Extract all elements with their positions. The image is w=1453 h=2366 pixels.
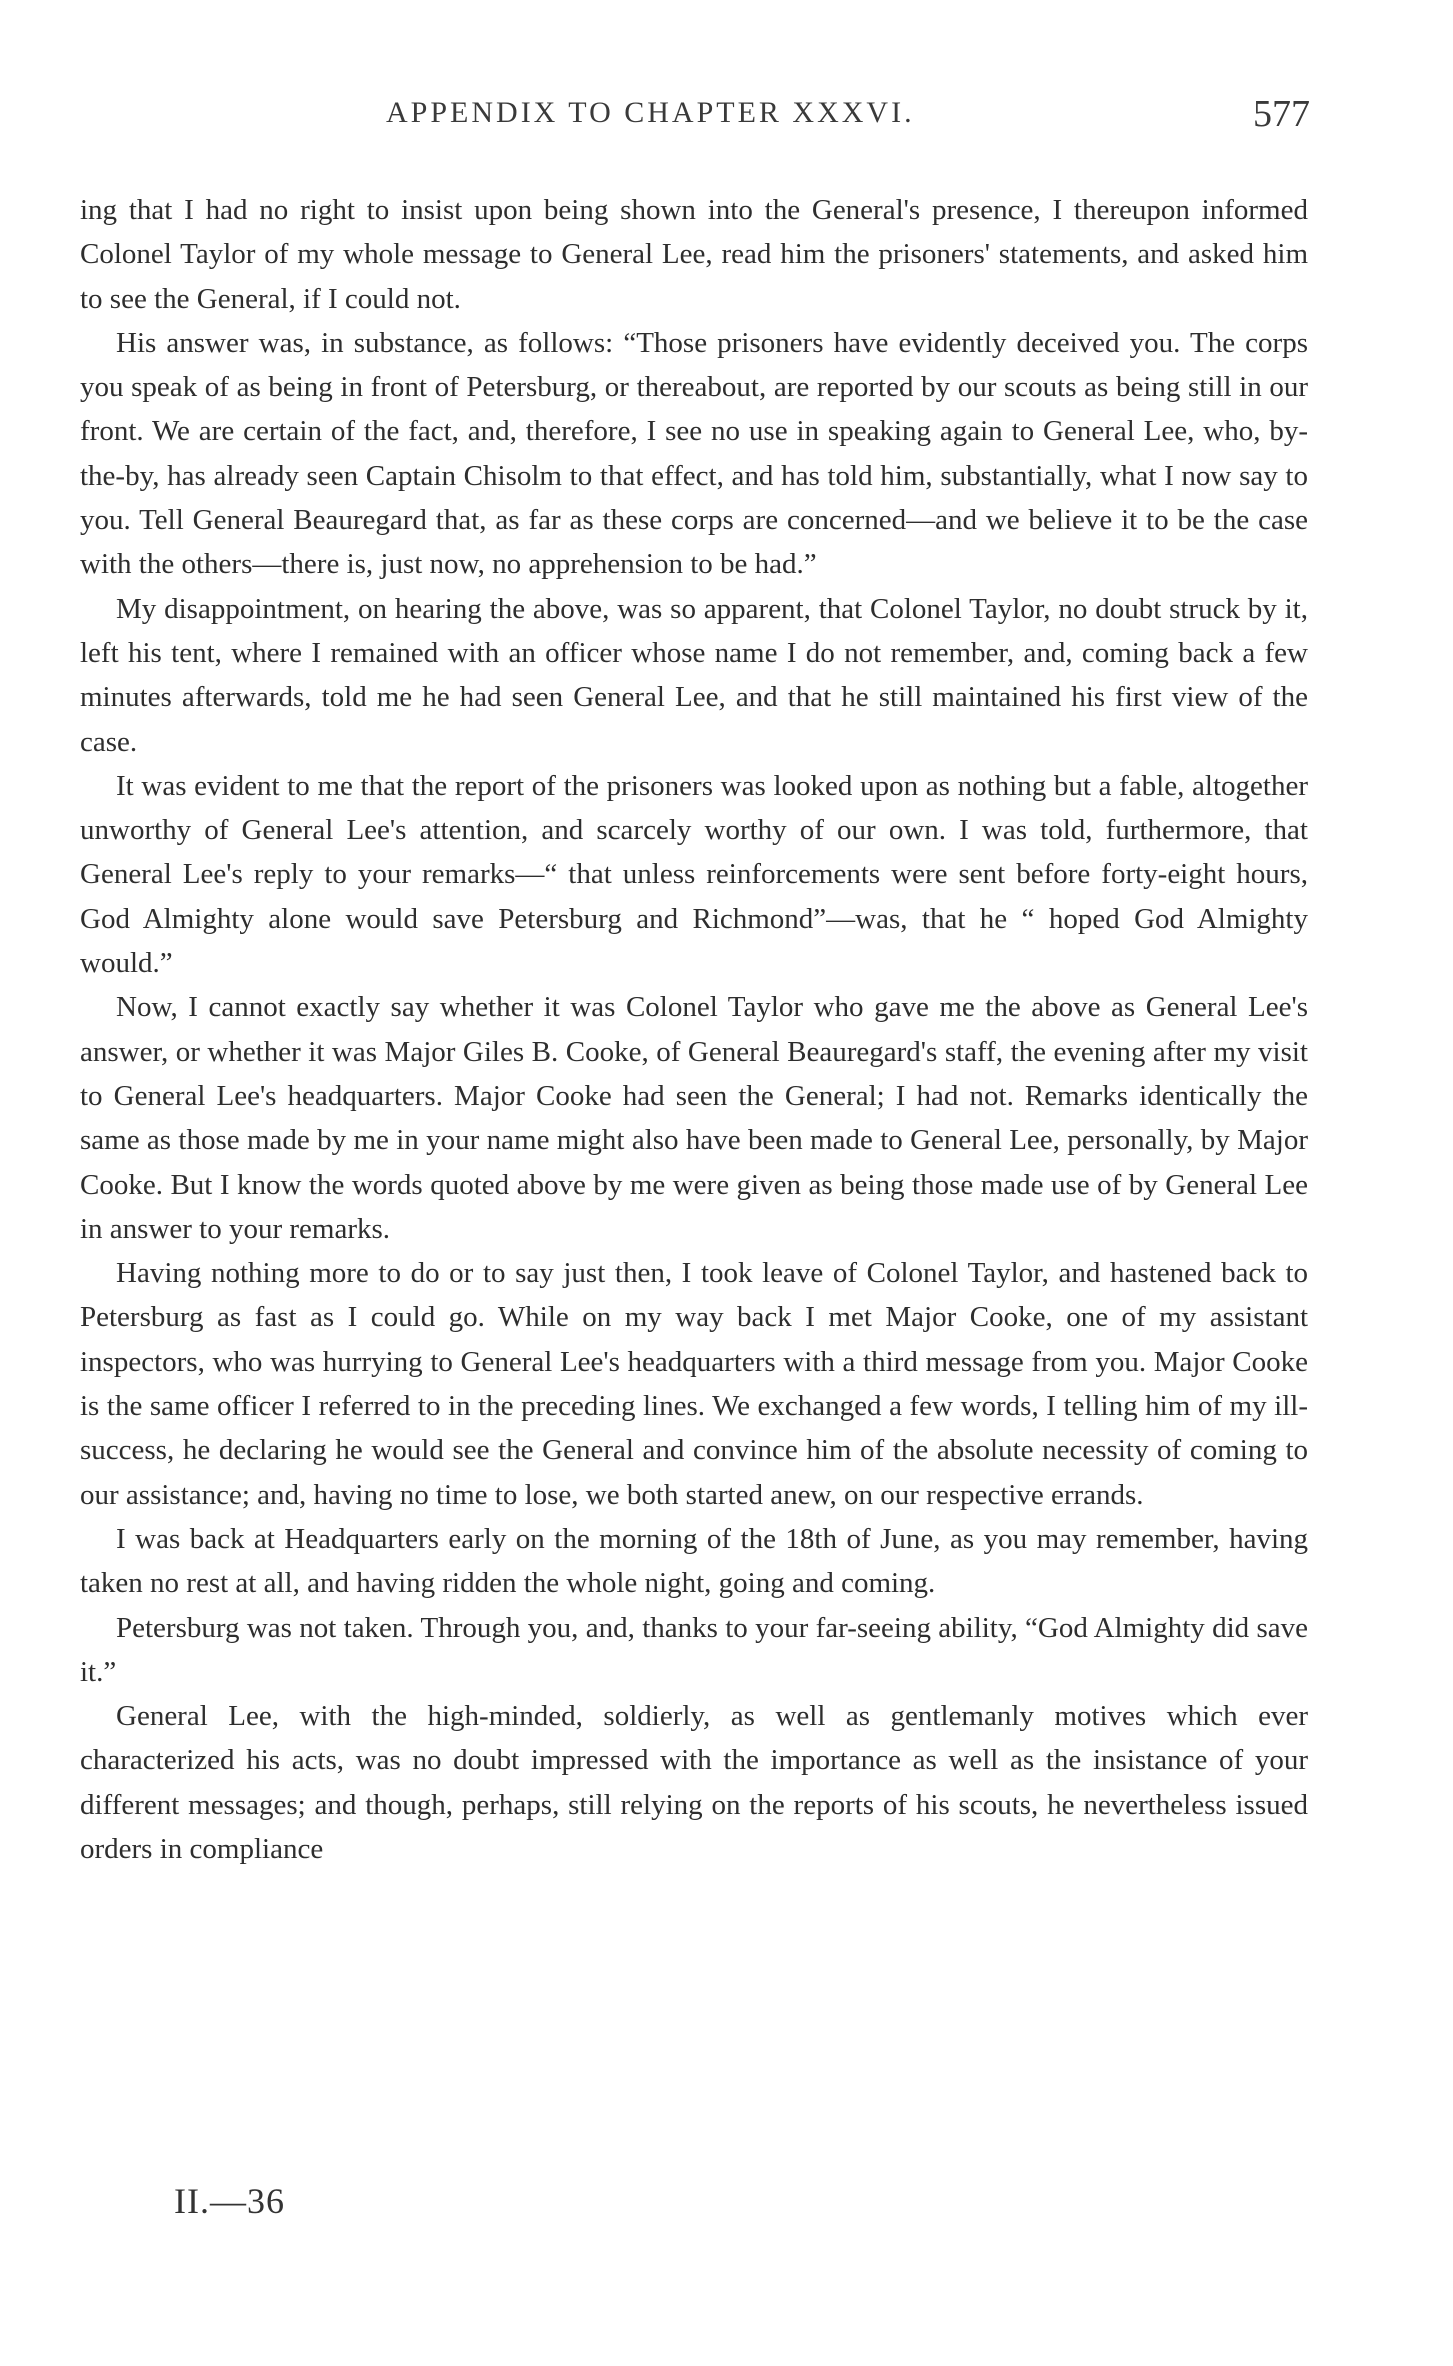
paragraph: Petersburg was not taken. Through you, and, thanks to your far-seeing ability, “God Almighty did save it.” bbox=[80, 1611, 1308, 1688]
paragraph: His answer was, in substance, as follows: “Those prisoners have evidently deceived you. The corps you speak of as being in front of Petersburg, or thereabout, are reported by our scouts as being still in our front. We are certain of the fact, and, therefore, I see no use in speaking again to General Lee, who, by-the-by, has already seen Captain Chisolm to that effect, and has told him, substantially, what I now say to you. Tell General Beauregard that, as far as these corps are concerned—and we believe it to be the case with the others—there is, just now, no apprehension to be had.” bbox=[80, 326, 1308, 581]
signature-mark: II.—36 bbox=[174, 2181, 285, 2221]
paragraph: Now, I cannot exactly say whether it was Colonel Taylor who gave me the above as General Lee's answer, or whether it was Major Giles B. Cooke, of General Beauregard's staff, the evening after my visit to General Lee's headquarters. Major Cooke had seen the General; I had not. Remarks identically the same as those made by me in your name might also have been made to General Lee, personally, by Major Cooke. But I know the words quoted above by me were given as being those made use of by General Lee in answer to your remarks. bbox=[80, 991, 1308, 1245]
page-number: 577 bbox=[1253, 93, 1310, 135]
paragraph: I was back at Headquarters early on the morning of the 18th of June, as you may remember, having taken no rest at all, and having ridden the whole night, going and coming. bbox=[80, 1522, 1308, 1600]
running-head bbox=[80, 93, 1310, 146]
paragraph: My disappointment, on hearing the above, was so apparent, that Colonel Taylor, no doubt struck by it, left his tent, where I remained with an officer whose name I do not remember, and, coming back a few minutes afterwards, told me he had seen General Lee, and that he still maintained his first view of the case. bbox=[80, 592, 1308, 758]
paragraph: Having nothing more to do or to say just then, I took leave of Colonel Taylor, and hastened back to Petersburg as fast as I could go. While on my way back I met Major Cooke, one of my assistant inspectors, who was hurrying to General Lee's headquarters with a third message from you. Major Cooke is the same officer I referred to in the preceding lines. We exchanged a few words, I telling him of my ill-success, he declaring he would see the General and convince him of the absolute necessity of coming to our assistance; and, having no time to lose, we both started anew, on our respective errands. bbox=[80, 1257, 1308, 1511]
paragraph-continued: ing that I had no right to insist upon being shown into the General's presence, I thereupon informed Colonel Taylor of my whole message to General Lee, read him the prisoners' statements, and asked him to see the General, if I could not. bbox=[80, 194, 1308, 315]
paragraph: General Lee, with the high-minded, soldierly, as well as gentlemanly motives which ever characterized his acts, was no doubt impressed with the importance as well as the insistance of your different messages; and though, perhaps, still relying on the reports of his scouts, he nevertheless issued orders in compliance bbox=[80, 1700, 1308, 1865]
body-text bbox=[80, 188, 1308, 1871]
running-title: APPENDIX TO CHAPTER XXXVI. bbox=[386, 96, 915, 129]
paragraph: It was evident to me that the report of the prisoners was looked upon as nothing but a fable, altogether unworthy of General Lee's attention, and scarcely worthy of our own. I was told, furthermore, that General Lee's reply to your remarks—“ that unless reinforcements were sent before forty-eight hours, God Almighty alone would save Petersburg and Richmond”—was, that he “ hoped God Almighty would.” bbox=[80, 769, 1308, 980]
